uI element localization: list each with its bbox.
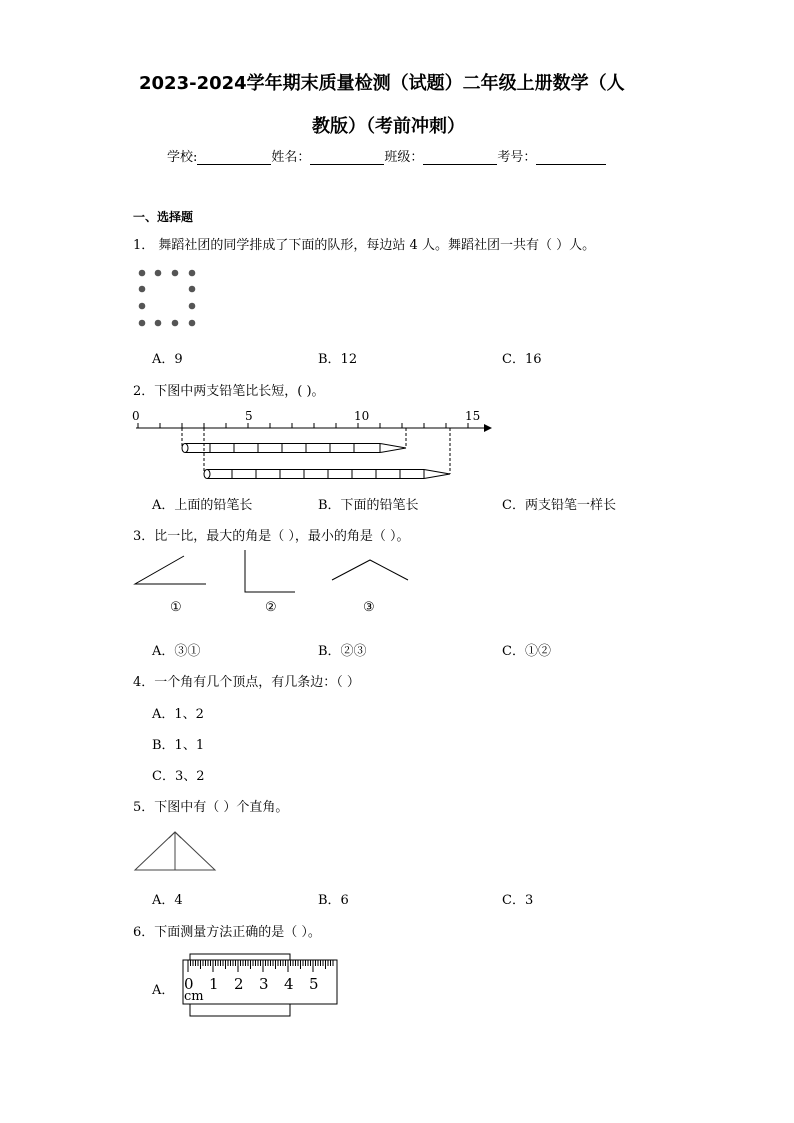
measured-object-bottom-edge <box>190 1004 290 1016</box>
dot <box>172 320 179 327</box>
q1-dot-formation-figure <box>136 267 198 329</box>
q1-option-a[interactable]: A．9 <box>152 352 183 367</box>
q4-stem: 4．一个角有几个顶点，有几条边：（ ） <box>133 675 360 690</box>
school-label: 学校: <box>167 150 198 165</box>
class-field[interactable] <box>423 150 497 165</box>
exam-number-label: 考号： <box>497 150 537 165</box>
q3-option-c[interactable]: C．①② <box>502 644 551 659</box>
q3-option-b[interactable]: B．②③ <box>318 644 367 659</box>
q4-option-b[interactable]: B．1、1 <box>152 738 205 753</box>
vertex-mark-left <box>169 832 175 838</box>
dot <box>155 320 162 327</box>
q1-option-c[interactable]: C．16 <box>502 352 542 367</box>
angle-3 <box>332 560 408 580</box>
bottom-pencil <box>204 470 450 479</box>
dot <box>189 303 196 310</box>
ruler-ticks <box>138 423 468 428</box>
q2-ruler-label-15: 15 <box>465 409 481 423</box>
section-title: 一、选择题 <box>133 210 194 224</box>
dot <box>139 286 146 293</box>
dot <box>189 286 196 293</box>
exam-number-field[interactable] <box>536 150 606 165</box>
q6-ruler-digit-3: 3 <box>259 975 269 993</box>
q3-option-a[interactable]: A．③① <box>152 644 201 659</box>
q6-ruler-digit-0: 0 <box>184 975 194 993</box>
q3-figure-label-3: ③ <box>363 600 375 615</box>
dot <box>189 270 196 277</box>
q2-pencil-ruler-figure <box>130 420 492 482</box>
q2-ruler-label-0: 0 <box>132 409 140 423</box>
q3-stem: 3．比一比，最大的角是（ ），最小的角是（ ）。 <box>133 529 410 544</box>
dot <box>139 270 146 277</box>
top-pencil <box>182 444 406 453</box>
dot <box>155 270 162 277</box>
q6-ruler-digit-5: 5 <box>309 975 319 993</box>
q5-option-a[interactable]: A．4 <box>152 893 183 908</box>
q1-option-b[interactable]: B．12 <box>318 352 358 367</box>
q6-ruler-unit: cm <box>184 989 204 1004</box>
angle-2 <box>245 550 295 592</box>
dot <box>172 270 179 277</box>
q2-ruler-label-5: 5 <box>245 409 253 423</box>
q6-ruler-digit-1: 1 <box>209 975 219 993</box>
q2-option-b[interactable]: B．下面的铅笔长 <box>318 498 419 513</box>
name-label: 姓名： <box>271 150 311 165</box>
angle-1 <box>135 556 206 584</box>
q3-figure-label-2: ② <box>265 600 277 615</box>
q2-option-a[interactable]: A．上面的铅笔长 <box>152 498 253 513</box>
dot <box>189 320 196 327</box>
q5-stem: 5．下图中有（ ）个直角。 <box>133 800 289 815</box>
q6-ruler-digit-4: 4 <box>284 975 294 993</box>
title-line-1: 2023-2024学年期末质量检测（试题）二年级上册数学（人 <box>139 73 625 94</box>
q3-figure-label-1: ① <box>170 600 182 615</box>
q4-option-c[interactable]: C．3、2 <box>152 769 205 784</box>
q3-angles-figure <box>130 548 415 598</box>
class-label: 班级： <box>384 150 424 165</box>
q6-stem: 6．下面测量方法正确的是（ ）。 <box>133 925 321 940</box>
vertex-mark-right <box>175 832 181 838</box>
school-field[interactable] <box>197 150 271 165</box>
q4-option-a[interactable]: A．1、2 <box>152 707 204 722</box>
student-info-row <box>167 146 606 165</box>
q5-triangle-figure <box>133 828 219 874</box>
title-line-2: 教版）（考前冲刺） <box>312 116 465 137</box>
q2-stem: 2．下图中两支铅笔比长短，( )。 <box>133 384 325 399</box>
q5-option-c[interactable]: C．3 <box>502 893 534 908</box>
q2-option-c[interactable]: C．两支铅笔一样长 <box>502 498 616 513</box>
dot <box>139 303 146 310</box>
q2-ruler-label-10: 10 <box>354 409 370 423</box>
name-field[interactable] <box>310 150 384 165</box>
axis-arrow <box>484 424 492 432</box>
q1-stem: 1． 舞蹈社团的同学排成了下面的队形，每边站 4 人。舞蹈社团一共有（ ）人。 <box>133 238 596 253</box>
q6-ruler-digit-2: 2 <box>234 975 244 993</box>
q6-option-a-label[interactable]: A． <box>152 983 175 998</box>
q5-option-b[interactable]: B．6 <box>318 893 349 908</box>
dot <box>139 320 146 327</box>
